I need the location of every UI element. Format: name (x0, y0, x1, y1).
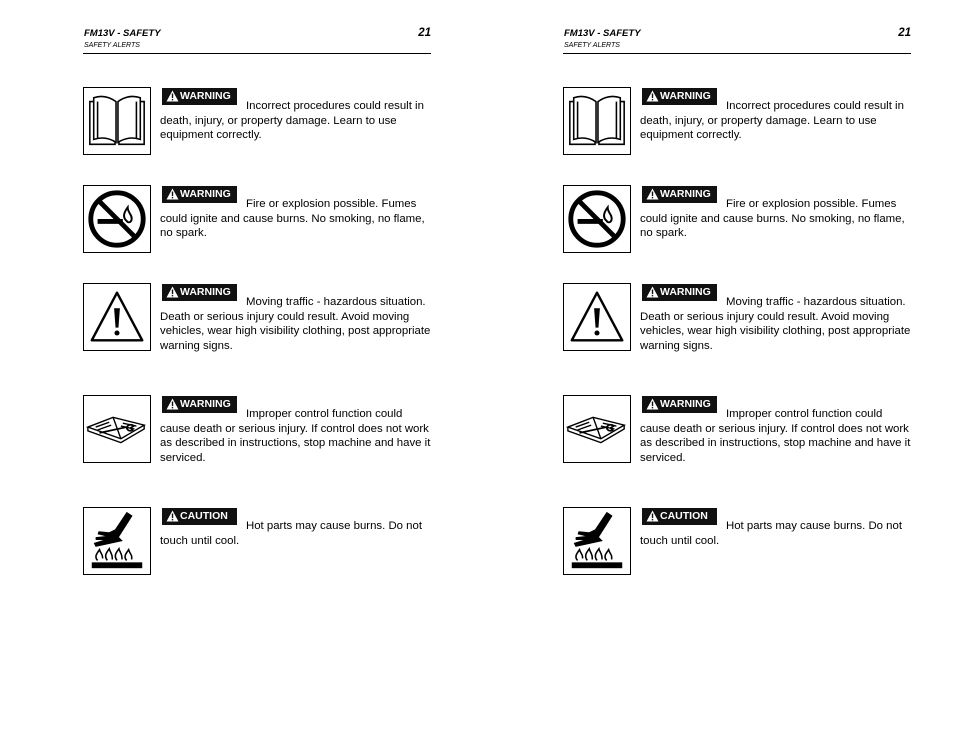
page-number: 21 (898, 27, 911, 39)
alert-text: Incorrect procedures could result in death, injury, or property damage. Learn to use equipment correctly. (160, 100, 424, 141)
badge-label: CAUTION (660, 510, 708, 522)
badge-label: WARNING (660, 188, 711, 200)
page-number: 21 (418, 27, 431, 39)
alert-text: Moving traffic - hazardous situation. Death or serious injury could result. Avoid moving vehicles, wear high visibility clothing, post appropriate warning signs. (640, 296, 911, 352)
doc-title: FM13V - SAFETY (84, 28, 161, 39)
section-title: SAFETY ALERTS (84, 42, 140, 49)
manual-book-icon (83, 87, 151, 155)
badge-label: WARNING (660, 286, 711, 298)
badge-label: CAUTION (180, 510, 228, 522)
no-smoking-flame-icon (83, 185, 151, 253)
right-page (563, 0, 911, 738)
badge-label: WARNING (180, 90, 231, 102)
section-title: SAFETY ALERTS (564, 42, 620, 49)
wrench-manual-icon (563, 395, 631, 463)
alert-text: Moving traffic - hazardous situation. Death or serious injury could result. Avoid moving vehicles, wear high visibility clothing, post appropriate warning signs. (160, 296, 431, 352)
alert-text: Fire or explosion possible. Fumes could ignite and cause burns. No smoking, no flame, no spark. (640, 198, 905, 239)
alert-text: Hot parts may cause burns. Do not touch until cool. (640, 520, 903, 547)
badge-label: WARNING (660, 398, 711, 410)
badge-label: WARNING (660, 90, 711, 102)
warning-triangle-icon (563, 283, 631, 351)
badge-label: WARNING (180, 286, 231, 298)
page-header (563, 27, 911, 54)
alert-text: Improper control function could cause death or serious injury. If control does not work as described in instructions, stop machine and have it serviced. (640, 408, 911, 464)
no-smoking-flame-icon (563, 185, 631, 253)
left-page (83, 0, 431, 738)
page-header (83, 27, 431, 54)
badge-label: WARNING (180, 398, 231, 410)
manual-book-icon (563, 87, 631, 155)
wrench-manual-icon (83, 395, 151, 463)
hot-surface-hand-icon (563, 507, 631, 575)
alert-text: Hot parts may cause burns. Do not touch until cool. (160, 520, 423, 547)
alert-text: Fire or explosion possible. Fumes could ignite and cause burns. No smoking, no flame, no spark. (160, 198, 425, 239)
hot-surface-hand-icon (83, 507, 151, 575)
alert-text: Incorrect procedures could result in death, injury, or property damage. Learn to use equipment correctly. (640, 100, 904, 141)
warning-triangle-icon (83, 283, 151, 351)
doc-title: FM13V - SAFETY (564, 28, 641, 39)
badge-label: WARNING (180, 188, 231, 200)
alert-text: Improper control function could cause death or serious injury. If control does not work as described in instructions, stop machine and have it serviced. (160, 408, 431, 464)
